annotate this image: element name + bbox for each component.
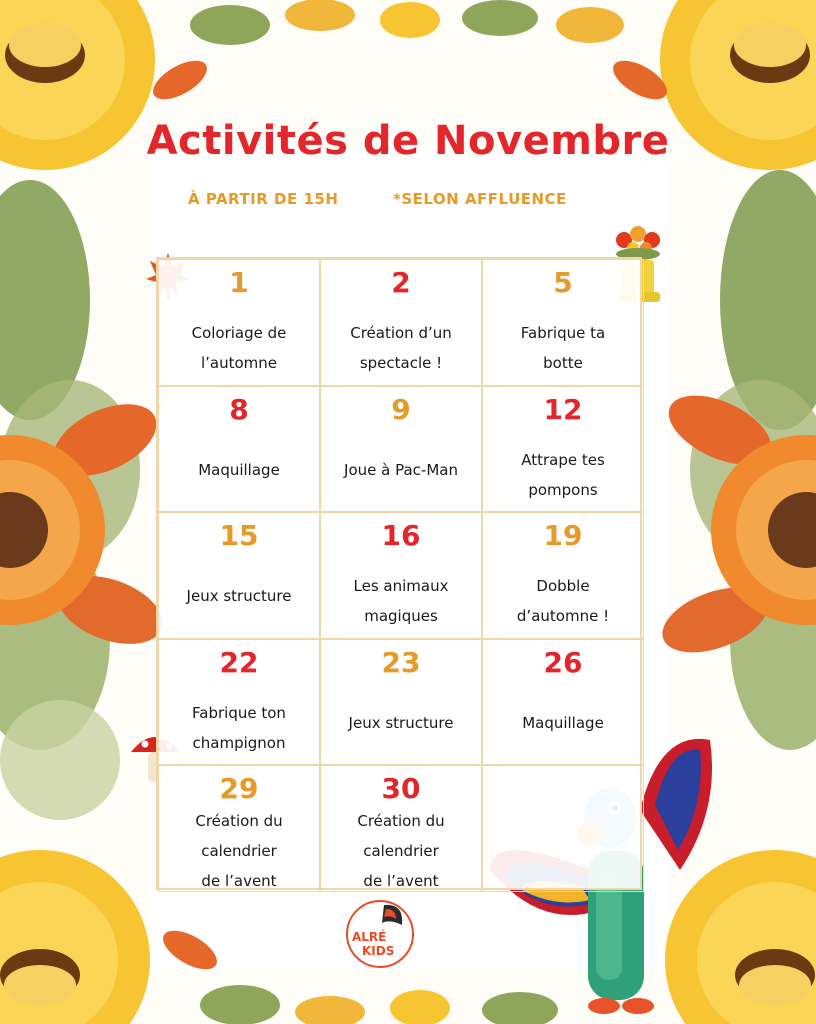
calendar-cell [482,639,644,765]
calendar-cell [320,259,482,386]
logo-text-line1: ALRÉ [352,930,387,944]
autumn-leaf-icon [147,0,673,107]
calendar-cell [482,765,644,892]
day-number: 23 [381,646,421,679]
day-number: 8 [229,393,249,426]
activity-label-line: Attrape tes [521,451,605,469]
activity-label-line: Joue à Pac-Man [344,461,458,479]
activity-label-line: Les animaux [353,577,449,595]
calendar-cell [320,512,482,639]
activities-calendar [156,257,642,890]
activity-label [327,708,475,738]
logo-text-line2: KIDS [362,944,395,958]
day-number: 29 [219,772,259,805]
calendar-cell [320,386,482,512]
day-number: 16 [381,519,421,552]
activity-label-line: Création du [195,812,283,830]
activity-label [327,806,475,896]
day-number: 26 [543,646,583,679]
day-number: 22 [219,646,259,679]
activity-label-line: l’automne [200,354,278,372]
activity-label-line: Coloriage de [191,324,287,342]
start-time-note: À PARTIR DE 15H [188,190,339,208]
activity-label-line: Jeux structure [186,587,292,605]
activity-label-line: Création d’un [350,324,452,342]
activity-label [489,445,637,505]
activity-label-line: Fabrique ton [192,704,286,722]
page-title: Activités de Novembre [146,118,670,164]
calendar-cell [482,512,644,639]
calendar-cell [158,512,320,639]
activity-label-line: calendrier [201,842,277,860]
activity-label [489,708,637,738]
calendar-cell [482,386,644,512]
activity-label-line: spectacle ! [359,354,443,372]
activity-label-line: magiques [364,607,438,625]
activity-label-line: Dobble [536,577,590,595]
activity-label-line: Maquillage [198,461,280,479]
activity-label [327,455,475,485]
activity-label-line: de l’avent [363,872,439,890]
activity-label-line: pompons [528,481,598,499]
calendar-cell [320,639,482,765]
calendar-cell [158,386,320,512]
activity-label-line: Fabrique ta [520,324,606,342]
activity-label-line: Jeux structure [348,714,454,732]
calendar-cell [158,639,320,765]
day-number: 15 [219,519,259,552]
activity-label [327,571,475,631]
day-number: 1 [229,266,249,299]
activity-label [165,698,313,758]
sunflower-icon [0,850,150,1024]
activity-label [165,455,313,485]
activity-label-line: champignon [192,734,286,752]
calendar-cell [320,765,482,892]
activity-label-line: d’automne ! [516,607,610,625]
calendar-cell [482,259,644,386]
activity-label-line: Maquillage [522,714,604,732]
day-number: 12 [543,393,583,426]
day-number: 30 [381,772,421,805]
day-number: 19 [543,519,583,552]
day-number: 5 [553,266,573,299]
day-number: 2 [391,266,411,299]
activity-label [489,571,637,631]
activity-label [327,318,475,378]
day-number: 9 [391,393,411,426]
activity-label-line: botte [543,354,583,372]
activity-label-line: de l’avent [201,872,277,890]
activity-label [489,318,637,378]
calendar-cell [158,765,320,892]
activity-label [165,318,313,378]
calendar-cell [158,259,320,386]
activity-label-line: Création du [357,812,445,830]
sunflower-icon [665,850,816,1024]
activity-label [165,806,313,896]
attendance-note: *SELON AFFLUENCE [393,190,567,208]
activity-label [165,581,313,611]
activity-label-line: calendrier [363,842,439,860]
